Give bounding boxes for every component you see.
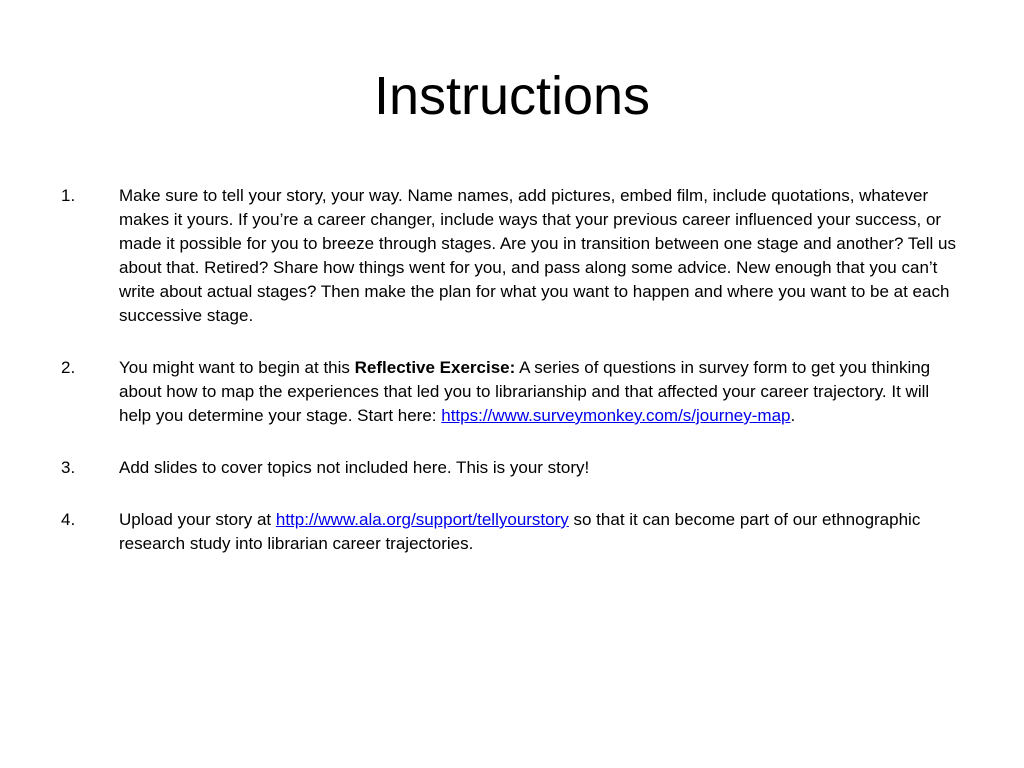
list-item (0, 184, 1024, 328)
item-number: 2. (61, 358, 76, 377)
item-text: Add slides to cover topics not included here. This is your story! (119, 458, 590, 477)
item-text-before: You might want to begin at this (119, 358, 355, 377)
list-item (0, 356, 1024, 428)
item-number: 1. (61, 186, 76, 205)
slide-title: Instructions (373, 66, 651, 126)
item-text: Make sure to tell your story, your way. Name names, add pictures, embed film, include quotations, whatever makes it yours. If you’re a career changer, include ways that your previous career influenced your success, or made it possible for you to breeze through stages. Are you in transition between one stage and another? Tell us about that. Retired? Share how things went for you, and pass along some advice. New enough that you can’t write about actual stages? Then make the plan for what you want to happen and where you want to be at each successive stage. (119, 186, 957, 325)
survey-link[interactable]: https://www.surveymonkey.com/s/journey-map (441, 406, 791, 425)
item-text-after: so that it can become part of our ethnographic research study into librarian career trajectories. (119, 510, 921, 553)
upload-link[interactable]: http://www.ala.org/support/tellyourstory (275, 510, 569, 529)
item-text-before: Upload your story at (119, 510, 276, 529)
reflective-exercise-label: Reflective Exercise: (354, 358, 516, 377)
item-number: 4. (61, 510, 76, 529)
item-text-after: . (790, 406, 796, 425)
instructions-list (0, 184, 1024, 584)
item-number: 3. (61, 458, 76, 477)
list-item (0, 456, 1024, 480)
item-text-middle: A series of questions in survey form to get you thinking about how to map the experiences that led you to librarianship and that affected your career trajectory. It will help you determine your stage. Start here: (119, 358, 931, 425)
list-item (0, 508, 1024, 556)
